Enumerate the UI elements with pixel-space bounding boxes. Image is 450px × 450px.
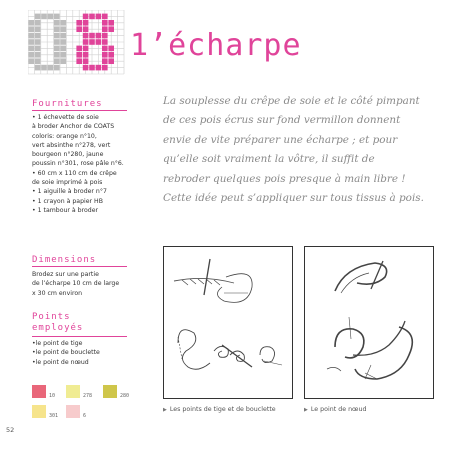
pixel-cell [108,46,114,52]
pixel-cell [102,33,108,39]
supplies-item: bourgeon n°280, jaune [32,151,104,159]
pixel-cell [35,52,41,58]
pixel-cell [54,46,60,52]
pixel-cell [60,33,66,39]
pixel-number-08 [28,10,128,80]
pixel-cell [83,39,89,45]
stitch-item: •le point de nœud [32,358,89,366]
pixel-cell [54,33,60,39]
dimensions-line: de l’écharpe 10 cm de large [32,280,120,288]
swatch-label: 301 [49,413,59,419]
pixel-cell [83,52,89,58]
dimensions-text [32,270,140,298]
supplies-item: • 1 crayon à papier HB [32,197,103,205]
page-title: 1’écharpe [130,28,302,63]
pixel-cell [83,33,89,39]
pixel-cell [89,14,95,20]
pixel-cell [54,65,60,71]
pixel-cell [83,26,89,32]
pixel-cell [108,26,114,32]
dimensions-heading: Dimensions [32,255,97,265]
pixel-cell [60,46,66,52]
caption-marker-icon: ▶ [304,407,308,413]
pixel-cell [108,20,114,26]
pixel-cell [89,39,95,45]
pixel-cell [60,26,66,32]
pixel-cell [83,65,89,71]
pixel-cell [35,46,41,52]
pixel-cell [35,33,41,39]
stitches-heading [32,312,83,334]
pixel-cell [28,58,34,64]
swatch-label: 6 [83,413,87,419]
color-swatch-10 [32,385,46,398]
stitch-drawing [164,247,292,398]
caption-text: Le point de nœud [310,406,367,413]
pixel-cell [35,26,41,32]
dimensions-line: x 30 cm environ [32,289,83,297]
intro-line: de ces pois écrus sur fond vermillon donnent [163,114,401,127]
color-swatch-278 [66,385,80,398]
intro-line: La souplesse du crêpe de soie et le côté pimpant [163,95,420,107]
pixel-cell [108,52,114,58]
color-swatch-6 [66,405,80,418]
pixel-cell [54,20,60,26]
supplies-heading: Fournitures [32,99,103,109]
stitches-heading-line: employés [32,323,84,333]
pixel-cell [54,52,60,58]
supplies-item: • 1 aiguille à broder n°7 [32,188,107,196]
supplies-item: • 60 cm x 110 cm de crêpe [32,169,117,177]
pixel-cell [60,39,66,45]
stitches-divider [32,336,127,337]
pixel-cell [28,39,34,45]
pixel-cell [102,26,108,32]
pixel-cell [102,65,108,71]
color-swatch-301 [32,405,46,418]
stitches-heading-line: Points [32,312,71,322]
pixel-cell [83,58,89,64]
page-number: 52 [6,426,15,434]
dimensions-divider [32,266,127,267]
pixel-cell [41,65,47,71]
supplies-item: poussin n°301, rose pâle n°6. [32,160,124,168]
pixel-cell [60,20,66,26]
intro-line: Cette idée peut s’appliquer sur tous tissus à pois. [163,192,424,205]
intro-line: rebroder quelques pois presque à main libre ! [163,172,406,185]
pixel-cell [28,33,34,39]
color-swatch-280 [103,385,117,398]
supplies-item: • 1 échevette de soie [32,114,99,121]
pixel-cell [28,52,34,58]
swatch-label: 278 [83,393,93,399]
stem-and-loop-stitch-illustration [163,246,293,399]
pixel-cell [76,46,82,52]
pixel-cell [54,39,60,45]
pixel-cell [48,14,54,20]
knot-stitch-illustration [304,246,434,399]
pixel-cell [35,65,41,71]
stitches-list [32,339,140,367]
pixel-cell [60,52,66,58]
supplies-item: • 1 tambour à broder [32,206,99,214]
supplies-item: coloris: orange n°10, [32,132,97,140]
pixel-cell [54,58,60,64]
figure-caption [163,406,276,413]
pixel-cell [41,14,47,20]
pixel-cell [96,39,102,45]
pixel-cell [76,26,82,32]
caption-text: Les points de tige et de bouclette [169,406,276,413]
pixel-cell [35,58,41,64]
pixel-cell [28,46,34,52]
pixel-cell [102,58,108,64]
supplies-item: à broder Anchor de COATS [32,123,115,131]
pixel-cell [54,14,60,20]
pixel-cell [108,58,114,64]
caption-marker-icon: ▶ [163,407,167,413]
stitch-item: •le point de bouclette [32,349,100,357]
intro-paragraph [163,92,433,208]
pixel-cell [102,39,108,45]
pixel-cell [102,20,108,26]
pixel-cell [48,65,54,71]
dimensions-line: Brodez sur une partie [32,271,99,278]
supplies-item: vert absinthe n°278, vert [32,141,111,149]
chapter-number-graphic [28,10,128,80]
pixel-cell [96,65,102,71]
pixel-cell [102,52,108,58]
pixel-cell [35,14,41,20]
intro-line: envie de vite préparer une écharpe ; et pour [163,133,398,146]
pixel-cell [102,46,108,52]
supplies-divider [32,110,127,111]
pixel-cell [83,46,89,52]
swatch-label: 10 [49,393,56,399]
stitch-drawing [305,247,433,398]
stitch-item: •le point de tige [32,340,83,347]
pixel-cell [76,52,82,58]
pixel-cell [89,65,95,71]
supplies-item: de soie imprimé à pois [32,179,103,187]
pixel-cell [35,20,41,26]
intro-line: qu’elle soit vraiment la vôtre, il suffit de [163,153,375,166]
pixel-cell [35,39,41,45]
supplies-list [32,113,140,215]
pixel-cell [54,26,60,32]
pixel-cell [83,14,89,20]
pixel-cell [28,20,34,26]
pixel-cell [60,58,66,64]
pixel-cell [89,33,95,39]
pixel-cell [76,58,82,64]
swatch-label: 280 [120,393,130,399]
pixel-cell [83,20,89,26]
figure-caption [304,406,367,413]
pixel-cell [96,14,102,20]
pixel-cell [76,20,82,26]
pixel-cell [96,33,102,39]
pixel-cell [28,26,34,32]
pixel-cell [102,14,108,20]
